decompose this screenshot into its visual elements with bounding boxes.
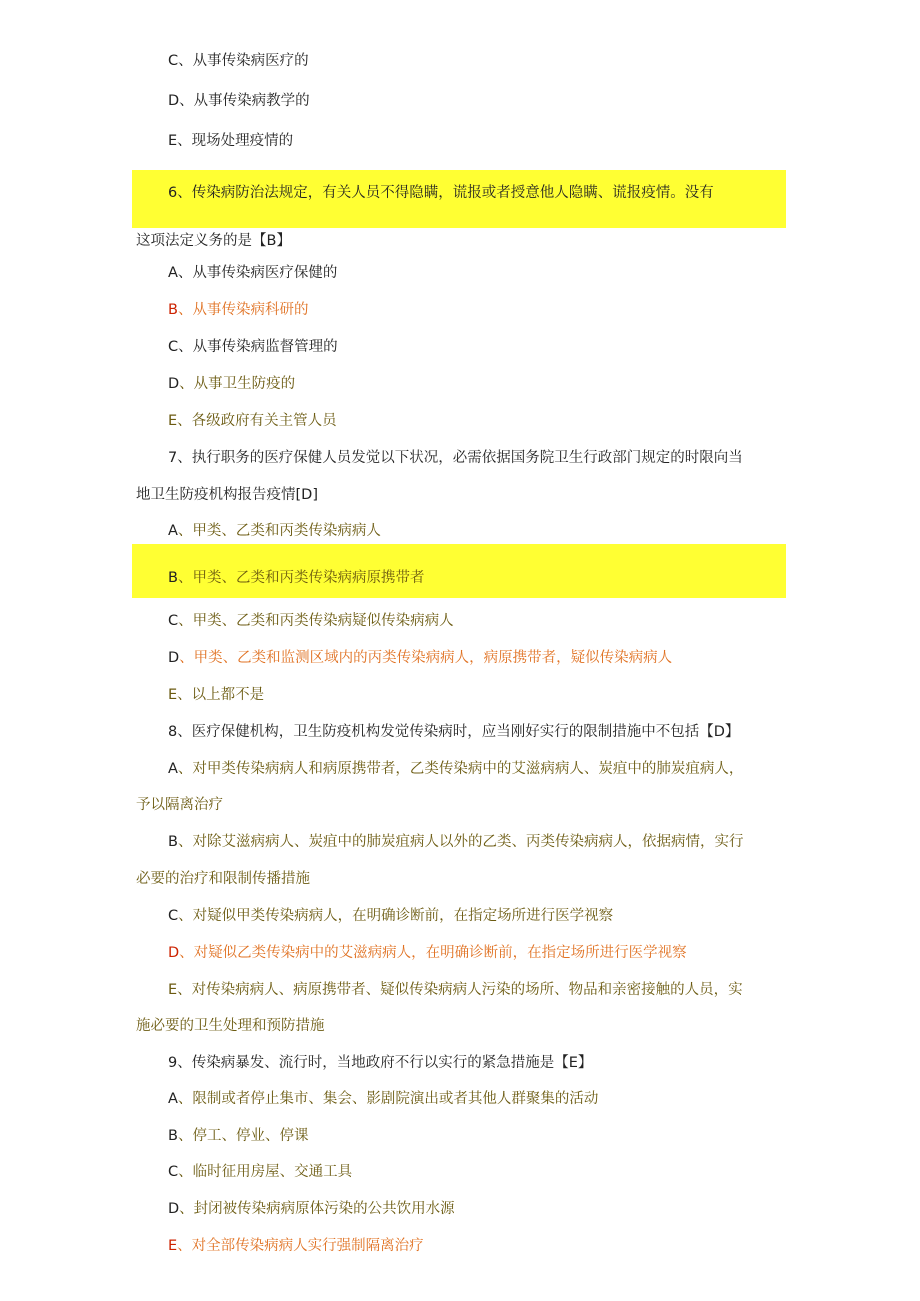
option-b-q8-cont: 必要的治疗和限制传播措施 (136, 871, 310, 887)
question-6-cont: 这项法定义务的是【B】 (136, 233, 291, 249)
option-c-q7: C、甲类、乙类和丙类传染病疑似传染病病人 (168, 613, 454, 629)
option-d-q8: D、对疑似乙类传染病中的艾滋病病人，在明确诊断前，在指定场所进行医学视察 (168, 945, 687, 961)
option-b-q6: B、从事传染病科研的 (168, 302, 309, 318)
option-c-q5: C、从事传染病医疗的 (168, 53, 309, 69)
option-e-q9: E、对全部传染病病人实行强制隔离治疗 (168, 1238, 424, 1254)
question-7-cont: 地卫生防疫机构报告疫情[D] (136, 487, 318, 503)
option-e-q8: E、对传染病病人、病原携带者、疑似传染病病人污染的场所、物品和亲密接触的人员，实 (168, 982, 743, 998)
option-c-q9: C、临时征用房屋、交通工具 (168, 1164, 353, 1180)
option-a-q6: A、从事传染病医疗保健的 (168, 265, 338, 281)
option-a-q9: A、限制或者停止集市、集会、影剧院演出或者其他人群聚集的活动 (168, 1091, 599, 1107)
option-d-q6: D、从事卫生防疫的 (168, 376, 296, 392)
question-8: 8、医疗保健机构，卫生防疫机构发觉传染病时，应当刚好实行的限制措施中不包括【D】 (168, 724, 740, 740)
option-b-q7: B、甲类、乙类和丙类传染病病原携带者 (168, 570, 425, 586)
option-e-q5: E、现场处理疫情的 (168, 133, 294, 149)
option-a-q8: A、对甲类传染病病人和病原携带者，乙类传染病中的艾滋病病人、炭疽中的肺炭疽病人， (168, 761, 744, 777)
option-e-q6: E、各级政府有关主管人员 (168, 413, 337, 429)
option-a-q8-cont: 予以隔离治疗 (136, 797, 223, 813)
option-b-q8: B、对除艾滋病病人、炭疽中的肺炭疽病人以外的乙类、丙类传染病病人，依据病情，实行 (168, 834, 744, 850)
option-c-q8: C、对疑似甲类传染病病人，在明确诊断前，在指定场所进行医学视察 (168, 908, 614, 924)
question-7: 7、执行职务的医疗保健人员发觉以下状况，必需依据国务院卫生行政部门规定的时限向当 (168, 450, 743, 466)
option-e-q7: E、以上都不是 (168, 687, 265, 703)
option-b-q9: B、停工、停业、停课 (168, 1128, 309, 1144)
option-e-q8-cont: 施必要的卫生处理和预防措施 (136, 1018, 325, 1034)
option-d-q5: D、从事传染病教学的 (168, 93, 310, 109)
question-9: 9、传染病暴发、流行时，当地政府不行以实行的紧急措施是【E】 (168, 1055, 593, 1071)
question-6: 6、传染病防治法规定，有关人员不得隐瞒，谎报或者授意他人隐瞒、谎报疫情。没有 (168, 185, 714, 201)
option-c-q6: C、从事传染病监督管理的 (168, 339, 338, 355)
option-a-q7: A、甲类、乙类和丙类传染病病人 (168, 523, 381, 539)
option-d-q9: D、封闭被传染病病原体污染的公共饮用水源 (168, 1201, 455, 1217)
option-d-q7: D、甲类、乙类和监测区域内的丙类传染病病人，病原携带者，疑似传染病病人 (168, 650, 673, 666)
